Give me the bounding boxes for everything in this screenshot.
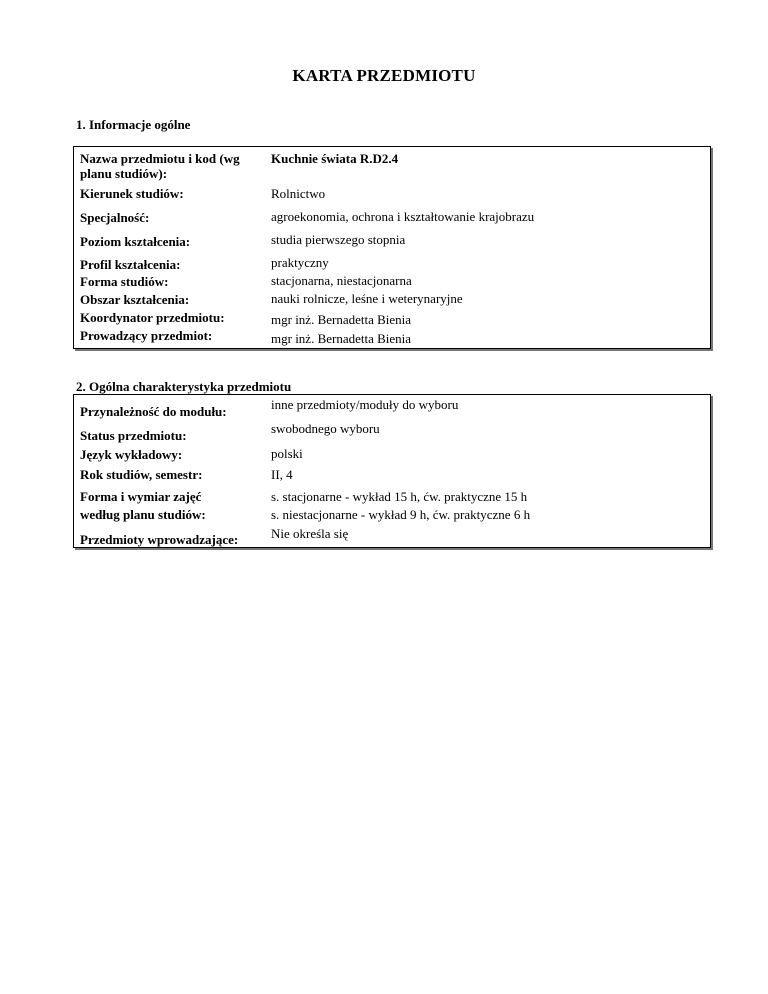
row-value-study-form: stacjonarna, niestacjonarna — [271, 273, 412, 288]
section-heading-general: 1. Informacje ogólne — [76, 117, 191, 132]
row-value-module: inne przedmioty/moduły do wyboru — [271, 397, 459, 412]
row-value-level: studia pierwszego stopnia — [271, 232, 406, 247]
row-value-class-form: s. stacjonarne - wykład 15 h, ćw. praktyczne 15 h — [271, 489, 528, 504]
row-value-language: polski — [271, 446, 303, 461]
row-label-study-form: Forma studiów: — [80, 274, 169, 289]
row-value-coordinator: mgr inż. Bernadetta Bienia — [271, 312, 412, 327]
row-label-specialization: Specjalność: — [80, 210, 150, 225]
row-value-class-form-2: s. niestacjonarne - wykład 9 h, ćw. praktyczne 6 h — [271, 507, 531, 522]
row-value-area: nauki rolnicze, leśne i weterynaryjne — [271, 291, 463, 306]
row-label-status: Status przedmiotu: — [80, 428, 187, 443]
row-label-course-name: Nazwa przedmiotu i kod (wg planu studiów): — [80, 151, 240, 181]
row-label-level: Poziom kształcenia: — [80, 234, 191, 249]
row-label-prerequisites: Przedmioty wprowadzające: — [80, 532, 239, 547]
characteristics-table — [73, 394, 711, 548]
row-value-year-semester: II, 4 — [271, 467, 293, 482]
row-label-coordinator: Koordynator przedmiotu: — [80, 310, 225, 325]
row-label-module: Przynależność do modułu: — [80, 404, 227, 419]
row-value-prerequisites: Nie określa się — [271, 526, 349, 541]
row-label-area: Obszar kształcenia: — [80, 292, 190, 307]
row-value-status: swobodnego wyboru — [271, 421, 380, 436]
section-heading-characteristics: 2. Ogólna charakterystyka przedmiotu — [76, 379, 292, 394]
row-value-instructor: mgr inż. Bernadetta Bienia — [271, 331, 412, 346]
row-label-profile: Profil kształcenia: — [80, 257, 181, 272]
row-label-instructor: Prowadzący przedmiot: — [80, 328, 213, 343]
row-value-course-name: Kuchnie świata R.D2.4 — [271, 151, 399, 166]
row-label-class-form-2: według planu studiów: — [80, 507, 206, 522]
row-label-year-semester: Rok studiów, semestr: — [80, 467, 203, 482]
row-value-field-of-study: Rolnictwo — [271, 186, 326, 201]
row-value-specialization: agroekonomia, ochrona i kształtowanie krajobrazu — [271, 209, 535, 224]
row-label-field-of-study: Kierunek studiów: — [80, 186, 184, 201]
row-label-language: Język wykładowy: — [80, 447, 183, 462]
row-value-profile: praktyczny — [271, 255, 329, 270]
page-title: KARTA PRZEDMIOTU — [292, 66, 476, 85]
general-info-table — [73, 146, 711, 349]
row-label-class-form: Forma i wymiar zajęć — [80, 489, 202, 504]
